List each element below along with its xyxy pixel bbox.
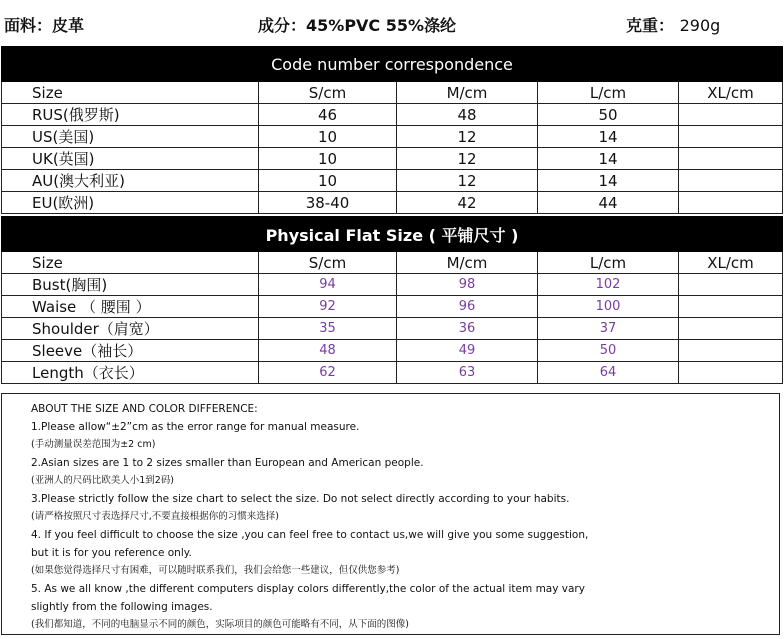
table-cell: 12 [397, 148, 538, 170]
row-label: Sleeve（袖长） [2, 340, 259, 362]
table-row [2, 362, 783, 384]
column-header: XL/cm [679, 82, 783, 104]
table-row [2, 170, 783, 192]
column-header: M/cm [397, 252, 538, 274]
table-cell: 37 [538, 318, 679, 340]
table-row [2, 340, 783, 362]
note-text-cn: (请严格按照尺寸表选择尺寸,不要直接根据你的习惯来选择) [31, 511, 279, 522]
table-row [2, 274, 783, 296]
table-row [2, 126, 783, 148]
flat-size-table [1, 216, 783, 384]
code-correspondence-table [1, 46, 783, 214]
note-text: 2.Asian sizes are 1 to 2 sizes smaller than European and American people. [31, 457, 424, 469]
table-cell: 42 [397, 192, 538, 214]
table-cell: 98 [397, 274, 538, 296]
row-label: Shoulder（肩宽） [2, 318, 259, 340]
table-row [2, 318, 783, 340]
table-title: Physical Flat Size ( 平铺尺寸 ) [2, 217, 783, 252]
composition-value: 45%PVC 55%涤纶 [306, 16, 457, 35]
table-title: Code number correspondence [2, 47, 783, 82]
material-info [4, 13, 84, 36]
row-label: AU(澳大利亚) [2, 170, 259, 192]
material-value: 皮革 [52, 16, 85, 35]
table-cell: 64 [538, 362, 679, 384]
table-cell: 96 [397, 296, 538, 318]
table-cell [679, 126, 783, 148]
row-label: US(美国) [2, 126, 259, 148]
table-cell [679, 192, 783, 214]
note-text: 5. As we all know ,the different computers display colors differently,the color of the actual item may vary [31, 583, 585, 595]
notes-heading: ABOUT THE SIZE AND COLOR DIFFERENCE: [31, 403, 258, 415]
table-cell: 44 [538, 192, 679, 214]
table-row [2, 104, 783, 126]
column-header: XL/cm [679, 252, 783, 274]
table-cell [679, 362, 783, 384]
table-title-row [2, 47, 783, 82]
composition-info [258, 13, 456, 36]
table-cell: 36 [397, 318, 538, 340]
row-label: UK(英国) [2, 148, 259, 170]
table-cell [679, 318, 783, 340]
table-cell: 48 [259, 340, 397, 362]
table-cell [679, 148, 783, 170]
column-header: S/cm [259, 82, 397, 104]
table-cell: 10 [259, 170, 397, 192]
composition-label: 成分： [258, 16, 307, 35]
table-cell: 38-40 [259, 192, 397, 214]
table-row [2, 192, 783, 214]
table-cell [679, 274, 783, 296]
table-cell: 92 [259, 296, 397, 318]
table-cell: 48 [397, 104, 538, 126]
note-text: but it is for you reference only. [31, 547, 192, 559]
column-header: S/cm [259, 252, 397, 274]
table-cell: 102 [538, 274, 679, 296]
column-header: L/cm [538, 82, 679, 104]
weight-info [626, 13, 720, 36]
table-cell: 46 [259, 104, 397, 126]
fabric-info-bar [0, 0, 784, 46]
table-cell: 12 [397, 170, 538, 192]
table-cell: 14 [538, 170, 679, 192]
table-cell [679, 340, 783, 362]
column-header: Size [2, 82, 259, 104]
column-header: L/cm [538, 252, 679, 274]
table-cell [679, 296, 783, 318]
note-text-cn: (我们都知道，不同的电脑显示不同的颜色，实际项目的颜色可能略有不同，从下面的图像) [31, 619, 409, 630]
table-cell: 100 [538, 296, 679, 318]
column-header: M/cm [397, 82, 538, 104]
row-label: Length（衣长） [2, 362, 259, 384]
table-cell: 14 [538, 126, 679, 148]
table-row [2, 148, 783, 170]
note-text-cn: (如果您觉得选择尺寸有困难，可以随时联系我们，我们会给您一些建议，但仅供您参考) [31, 565, 400, 576]
table-title-row [2, 217, 783, 252]
table-cell: 49 [397, 340, 538, 362]
note-text-cn: (手动测量误差范围为±2 cm) [31, 439, 156, 450]
weight-label: 克重： [626, 16, 675, 35]
table-column-header-row [2, 252, 783, 274]
table-cell: 10 [259, 148, 397, 170]
note-text-cn: (亚洲人的尺码比欧美人小1到2码) [31, 475, 175, 486]
table-cell: 50 [538, 104, 679, 126]
table-row [2, 296, 783, 318]
size-notes-box [1, 393, 780, 635]
table-cell: 12 [397, 126, 538, 148]
column-header: Size [2, 252, 259, 274]
table-cell: 50 [538, 340, 679, 362]
row-label: Bust(胸围) [2, 274, 259, 296]
table-cell: 94 [259, 274, 397, 296]
row-label: Waise （ 腰围 ） [2, 296, 259, 318]
table-cell [679, 170, 783, 192]
material-label: 面料： [4, 16, 53, 35]
note-text: 1.Please allow“±2”cm as the error range for manual measure. [31, 421, 360, 433]
note-text: slightly from the following images. [31, 601, 213, 613]
note-text: 4. If you feel difficult to choose the size ,you can feel free to contact us,we will give you some suggestion, [31, 529, 589, 541]
row-label: EU(欧洲) [2, 192, 259, 214]
note-text: 3.Please strictly follow the size chart to select the size. Do not select directly according to your habits. [31, 493, 570, 505]
table-cell: 63 [397, 362, 538, 384]
table-cell: 35 [259, 318, 397, 340]
table-cell [679, 104, 783, 126]
table-column-header-row [2, 82, 783, 104]
row-label: RUS(俄罗斯) [2, 104, 259, 126]
table-cell: 14 [538, 148, 679, 170]
weight-value: 290g [679, 16, 721, 35]
table-cell: 10 [259, 126, 397, 148]
table-cell: 62 [259, 362, 397, 384]
